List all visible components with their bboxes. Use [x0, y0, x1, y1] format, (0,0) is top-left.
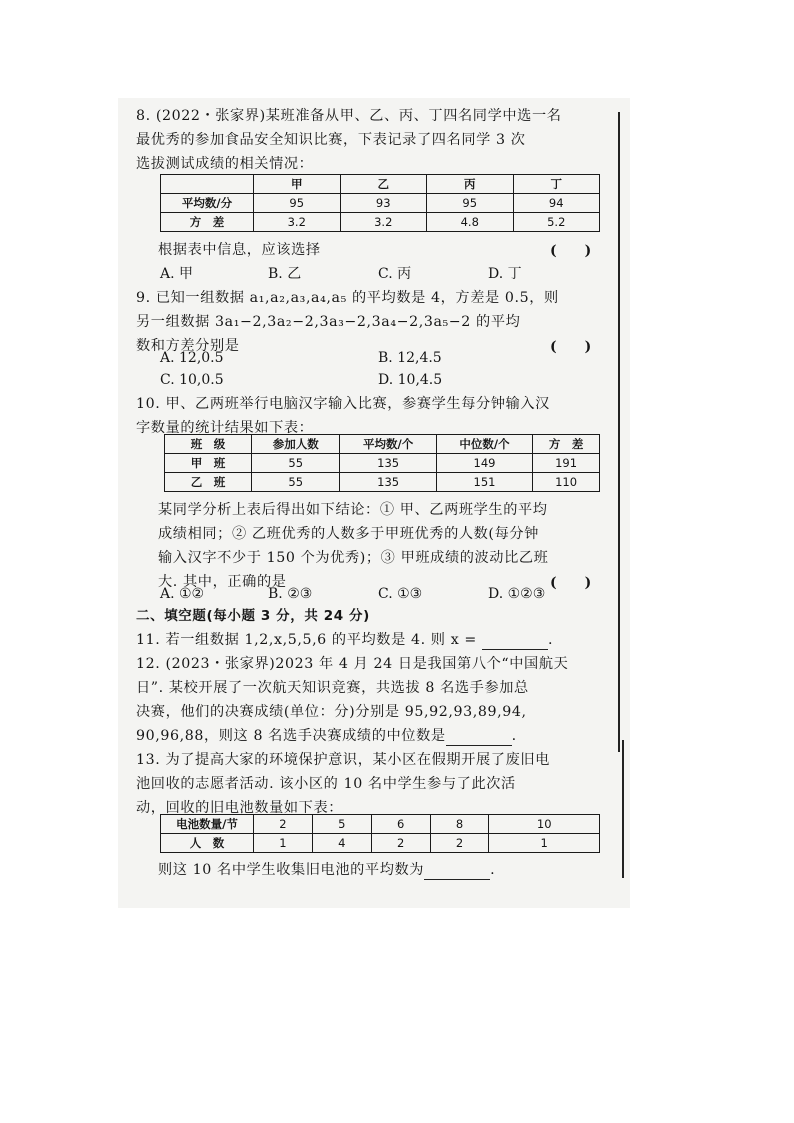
- q10-table: [164, 434, 600, 492]
- q9-option-c: C. 10,0.5: [160, 372, 224, 388]
- q13-end: .: [490, 862, 496, 878]
- table-cell: 4: [312, 834, 371, 853]
- q8-option-d: D. 丁: [488, 266, 522, 282]
- table-cell: 丙: [427, 175, 514, 194]
- q12-line-4: [136, 726, 517, 746]
- q9-line-1: 9. 已知一组数据 a₁,a₂,a₃,a₄,a₅ 的平均数是 4，方差是 0.5，则: [136, 290, 559, 306]
- q13-line-1: 13. 为了提高大家的环境保护意识，某小区在假期开展了废旧电: [136, 752, 550, 768]
- q8-table: [160, 174, 600, 232]
- table-cell: 55: [252, 473, 340, 492]
- q11-end: .: [548, 632, 554, 648]
- table-row: [161, 213, 600, 232]
- table-cell: 中位数/个: [436, 435, 532, 454]
- q9-option-b: B. 12,4.5: [378, 350, 442, 366]
- table-cell: 110: [533, 473, 600, 492]
- q10-option-b: B. ②③: [268, 586, 313, 602]
- q11-text: 11. 若一组数据 1,2,x,5,5,6 的平均数是 4. 则 x =: [136, 632, 477, 648]
- q9-option-d: D. 10,4.5: [378, 372, 443, 388]
- table-cell: 151: [436, 473, 532, 492]
- q9-line-2: 另一组数据 3a₁−2,3a₂−2,3a₃−2,3a₄−2,3a₅−2 的平均: [136, 314, 521, 330]
- section-title: 二、填空题(每小题 3 分，共 24 分): [136, 608, 370, 624]
- q8-option-a: A. 甲: [160, 266, 194, 282]
- q10-after-3: 输入汉字不少于 150 个为优秀)；③ 甲班成绩的波动比乙班: [158, 550, 549, 566]
- q10-line-1: 10. 甲、乙两班举行电脑汉字输入比赛，参赛学生每分钟输入汉: [136, 396, 550, 412]
- table-cell: 方 差: [533, 435, 600, 454]
- table-cell: 方 差: [161, 213, 254, 232]
- table-row: [165, 473, 600, 492]
- table-cell: 3.2: [254, 213, 341, 232]
- table-cell: 3.2: [340, 213, 427, 232]
- q8-question: 根据表中信息，应该选择: [158, 242, 321, 258]
- q9-answer-paren: ( ): [550, 339, 592, 355]
- table-row: [165, 435, 600, 454]
- right-border-line-lower: [622, 740, 624, 878]
- table-cell: 甲 班: [165, 454, 252, 473]
- q13-question: [158, 860, 495, 880]
- q13-question-text: 则这 10 名中学生收集旧电池的平均数为: [158, 862, 425, 878]
- table-cell: 55: [252, 454, 340, 473]
- right-border-line: [618, 112, 620, 752]
- table-cell: 94: [513, 194, 600, 213]
- q13-line-3: 动，回收的旧电池数量如下表：: [136, 800, 344, 816]
- table-cell: 班 级: [165, 435, 252, 454]
- q10-after-1: 某同学分析上表后得出如下结论：① 甲、乙两班学生的平均: [158, 502, 548, 518]
- table-cell: 135: [340, 473, 436, 492]
- q8-line-1: 8. (2022・张家界)某班准备从甲、乙、丙、丁四名同学中选一名: [136, 108, 562, 124]
- table-row: [161, 175, 600, 194]
- q13-answer-blank[interactable]: [424, 865, 490, 880]
- table-cell: 4.8: [427, 213, 514, 232]
- table-cell: 10: [489, 815, 600, 834]
- table-cell: 1: [489, 834, 600, 853]
- q10-option-d: D. ①②③: [488, 586, 546, 602]
- table-cell: 电池数量/节: [161, 815, 254, 834]
- table-cell: 甲: [254, 175, 341, 194]
- table-cell: 参加人数: [252, 435, 340, 454]
- table-cell: 丁: [513, 175, 600, 194]
- q10-answer-paren: ( ): [550, 575, 592, 591]
- table-cell: 95: [427, 194, 514, 213]
- table-cell: 1: [254, 834, 313, 853]
- table-cell: 5.2: [513, 213, 600, 232]
- q13-line-2: 池回收的志愿者活动. 该小区的 10 名中学生参与了此次活: [136, 776, 516, 792]
- table-cell: [161, 175, 254, 194]
- table-cell: 2: [371, 834, 430, 853]
- table-cell: 平均数/个: [340, 435, 436, 454]
- q8-answer-paren: ( ): [550, 243, 592, 259]
- q9-option-a: A. 12,0.5: [160, 350, 224, 366]
- q10-line-2: 字数量的统计结果如下表：: [136, 420, 314, 436]
- q8-option-b: B. 乙: [268, 266, 302, 282]
- q10-option-c: C. ①③: [378, 586, 423, 602]
- q12-answer-blank[interactable]: [446, 731, 512, 746]
- q10-after-2: 成绩相同；② 乙班优秀的人数多于甲班优秀的人数(每分钟: [158, 526, 539, 542]
- table-cell: 149: [436, 454, 532, 473]
- q11-answer-blank[interactable]: [482, 635, 548, 650]
- table-cell: 2: [430, 834, 489, 853]
- q12-line-2: 日”. 某校开展了一次航天知识竞赛，共选拔 8 名选手参加总: [136, 680, 529, 696]
- table-cell: 8: [430, 815, 489, 834]
- q12-line-3: 决赛，他们的决赛成绩(单位：分)分别是 95,92,93,89,94,: [136, 704, 527, 720]
- q8-line-2: 最优秀的参加食品安全知识比赛，下表记录了四名同学 3 次: [136, 132, 526, 148]
- table-cell: 5: [312, 815, 371, 834]
- table-row: [161, 815, 600, 834]
- table-cell: 平均数/分: [161, 194, 254, 213]
- q12-line-4-text: 90,96,88，则这 8 名选手决赛成绩的中位数是: [136, 728, 446, 744]
- table-cell: 6: [371, 815, 430, 834]
- table-cell: 93: [340, 194, 427, 213]
- table-cell: 2: [254, 815, 313, 834]
- table-cell: 人 数: [161, 834, 254, 853]
- table-cell: 乙: [340, 175, 427, 194]
- q9-line-3: 数和方差分别是: [136, 338, 240, 354]
- q10-after-4: 大. 其中，正确的是: [158, 574, 287, 590]
- table-row: [165, 454, 600, 473]
- q12-line-1: 12. (2023・张家界)2023 年 4 月 24 日是我国第八个“中国航天: [136, 656, 569, 672]
- q8-option-c: C. 丙: [378, 266, 412, 282]
- q12-end: .: [511, 728, 517, 744]
- table-row: [161, 194, 600, 213]
- q11-line: [136, 630, 553, 650]
- q8-line-3: 选拔测试成绩的相关情况：: [136, 156, 314, 172]
- table-cell: 95: [254, 194, 341, 213]
- table-cell: 135: [340, 454, 436, 473]
- table-row: [161, 834, 600, 853]
- table-cell: 乙 班: [165, 473, 252, 492]
- q10-option-a: A. ①②: [160, 586, 205, 602]
- q13-table: [160, 814, 600, 853]
- table-cell: 191: [533, 454, 600, 473]
